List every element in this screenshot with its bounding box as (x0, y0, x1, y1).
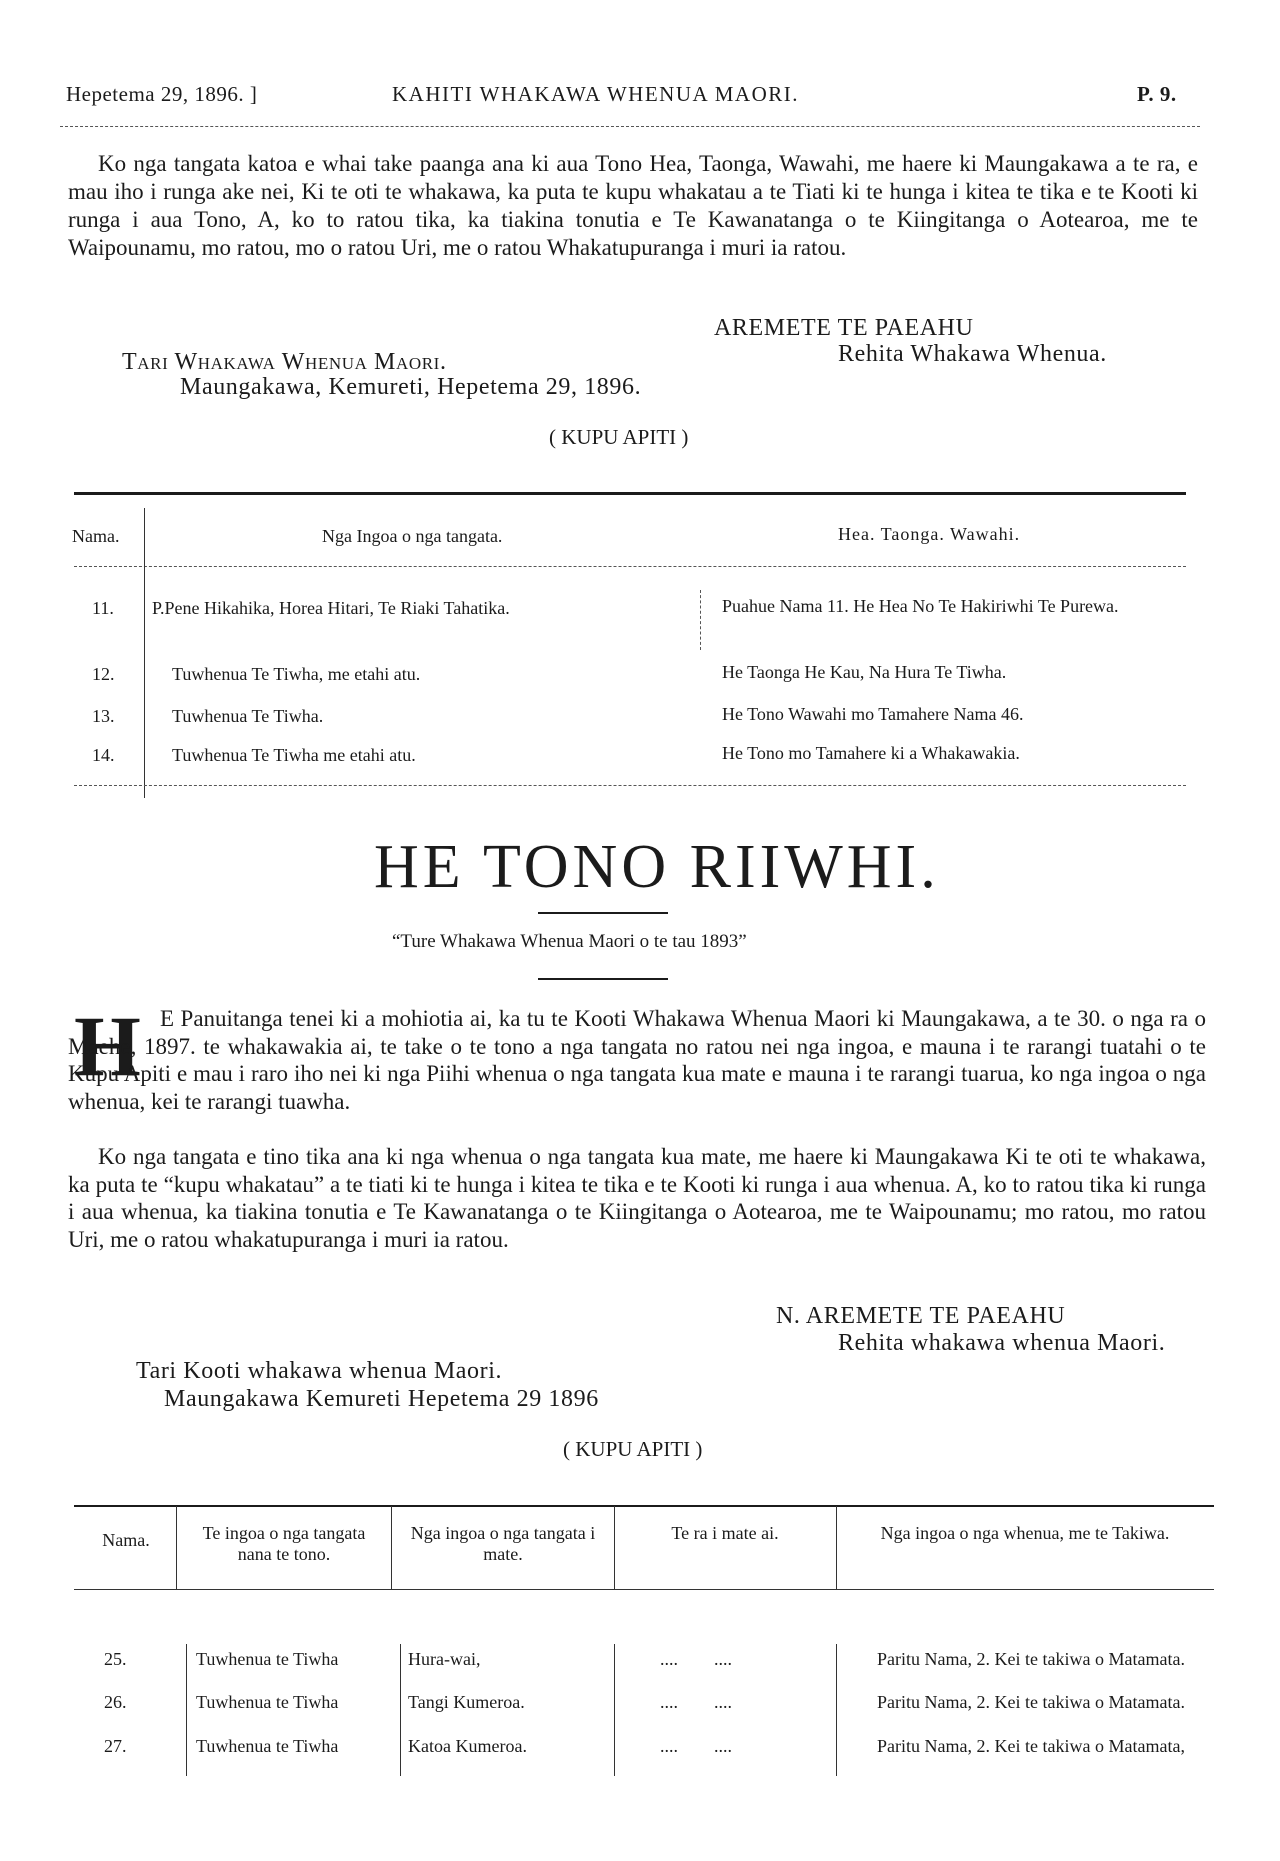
table2-row3-nama: 27. (104, 1736, 127, 1756)
table2-header-divider-3 (614, 1506, 615, 1589)
table2-row3-mate: Katoa Kumeroa. (408, 1736, 527, 1756)
table1-row2-ingoa: Tuwhenua Te Tiwha, me etahi atu. (172, 664, 421, 684)
section2-subtitle: “Ture Whakawa Whenua Maori o te tau 1893” (392, 931, 747, 952)
table1-row4-nama: 14. (92, 745, 115, 765)
header-title: KAHITI WHAKAWA WHENUA MAORI. (392, 82, 800, 106)
table2-header-nama: Nama. (102, 1530, 150, 1550)
table2-row1-whenua: Paritu Nama, 2. Kei te takiwa o Matamata. (877, 1649, 1185, 1669)
table1-header-rule (74, 566, 1186, 567)
table2-top-rule (74, 1505, 1214, 1507)
table2-header-whenua: Nga ingoa o nga whenua, me te Takiwa. (880, 1523, 1170, 1543)
table1-top-rule (74, 492, 1186, 495)
table1-header-nama: Nama. (72, 526, 120, 546)
header-rule (60, 126, 1200, 127)
table2-body-divider-3 (614, 1644, 615, 1776)
notice1-signatory-title: Rehita Whakawa Whenua. (838, 341, 1107, 367)
section2-dropcap: H (74, 998, 141, 1094)
section2-title: HE TONO RIIWHI. (374, 833, 940, 901)
table1-row3-nama: 13. (92, 706, 115, 726)
table2-header-tono: Te ingoa o nga tangata nana te tono. (202, 1523, 366, 1564)
table1-col-divider-2 (700, 590, 701, 650)
section2-signatory-title: Rehita whakawa whenua Maori. (838, 1330, 1166, 1356)
table2-row2-whenua: Paritu Nama, 2. Kei te takiwa o Matamata. (877, 1692, 1185, 1712)
table2-row2-mate: Tangi Kumeroa. (408, 1692, 525, 1712)
table1-row3-hea: He Tono Wawahi mo Tamahere Nama 46. (722, 704, 1024, 724)
table2-row3-whenua: Paritu Nama, 2. Kei te takiwa o Matamata, (877, 1736, 1185, 1756)
table2-row2-tono: Tuwhenua te Tiwha (196, 1692, 339, 1712)
table2-row3-tono: Tuwhenua te Tiwha (196, 1736, 339, 1756)
table2-row3-ra: .... .... (660, 1736, 732, 1756)
section2-para2: Ko nga tangata e tino tika ana ki nga whenua o nga tangata kua mate, me haere ki Maungakawa Ki te oti te whakawa, ka puta te “kupu whakatau” a te tiati ki te hunga i kitea te tika e te Kooti ki runga i aua whenua. A, ko to ratou tika ki runga i aua whenua, ka tiakina tonutia e Te Kawanatanga o te Kiingitanga o Aotearoa, me te Waipounamu; mo ratou, mo ratou Uri, me o ratou whakatupuranga i muri ia ratou. (68, 1144, 1206, 1252)
section2-kupu-apiti: ( KUPU APITI ) (563, 1437, 703, 1461)
table1-row4-hea: He Tono mo Tamahere ki a Whakawakia. (722, 743, 1020, 763)
table2-header-rule (74, 1589, 1214, 1590)
table1-header-hea: Hea. Taonga. Wawahi. (838, 524, 1021, 544)
section2-office: Tari Kooti whakawa whenua Maori. (136, 1358, 503, 1384)
section2-signatory-name: N. AREMETE TE PAEAHU (776, 1303, 1066, 1329)
table2-row1-ra: .... .... (660, 1649, 732, 1669)
header-date: Hepetema 29, 1896. ] (66, 82, 258, 106)
table1-row2-nama: 12. (92, 664, 115, 684)
table1-row1-hea: Puahue Nama 11. He Hea No Te Hakiriwhi Te Purewa. (722, 596, 1119, 616)
table1-row3-ingoa: Tuwhenua Te Tiwha. (172, 706, 324, 726)
table1-header-ingoa: Nga Ingoa o nga tangata. (322, 526, 503, 546)
header-page: P. 9. (1137, 82, 1177, 106)
table2-header-ra: Te ra i mate ai. (671, 1523, 779, 1543)
notice1-signatory-name: AREMETE TE PAEAHU (714, 315, 974, 341)
table1-row2-hea: He Taonga He Kau, Na Hura Te Tiwha. (722, 662, 1007, 682)
table2-header-divider-2 (391, 1506, 392, 1589)
table2-body-divider-2 (400, 1644, 401, 1776)
table2-header-mate: Nga ingoa o nga tangata i mate. (410, 1523, 596, 1564)
table2-row2-nama: 26. (104, 1692, 127, 1712)
table1-row4-ingoa: Tuwhenua Te Tiwha me etahi atu. (172, 745, 416, 765)
table1-col-divider-1 (144, 508, 145, 798)
table2-header-divider-4 (836, 1506, 837, 1589)
table1-row1-nama: 11. (92, 598, 114, 618)
notice1-kupu-apiti: ( KUPU APITI ) (549, 425, 689, 449)
notice1-office: Tari Whakawa Whenua Maori. (122, 349, 447, 375)
table2-row1-tono: Tuwhenua te Tiwha (196, 1649, 339, 1669)
notice1-place-date: Maungakawa, Kemureti, Hepetema 29, 1896. (180, 374, 642, 400)
table2-row1-nama: 25. (104, 1649, 127, 1669)
section2-place-date: Maungakawa Kemureti Hepetema 29 1896 (164, 1386, 599, 1412)
section2-subtitle-rule (538, 978, 668, 980)
table2-header-divider-1 (176, 1506, 177, 1589)
notice1-body: Ko nga tangata katoa e whai take paanga ana ki aua Tono Hea, Taonga, Wawahi, me haere ki Maungakawa a te ra, e mau iho i runga ake nei, Ki te oti te whakawa, ka puta te kupu whakatau a te Tiati ki te hunga i kitea te tika e te Kooti ki runga i aua Tono, A, ko to ratou tika, ka tiakina tonutia e Te Kawanatanga o te Kiingitanga o Aotearoa, me te Waipounamu, mo ratou, mo o ratou Uri, me o ratou Whakatupuranga i muri ia ratou. (68, 151, 1198, 260)
section2-para1: E Panuitanga tenei ki a mohiotia ai, ka tu te Kooti Whakawa Whenua Maori ki Maungakawa, a te 30. o nga ra o Maehe, 1897. te whakawakia ai, te take o te tono a nga tangata no ratou nei nga ingoa, e mauna i te rarangi tuatahi o te Kupu Apiti e mau i raro iho nei ki nga Piihi whenua o nga tangata kua mate e mauna i te rarangi tuarua, ko nga ingoa o nga whenua, kei te rarangi tuawha. (68, 1006, 1206, 1114)
table2-row1-mate: Hura-wai, (408, 1649, 481, 1669)
table2-row2-ra: .... .... (660, 1692, 732, 1712)
table2-body-divider-1 (186, 1644, 187, 1776)
table2-body-divider-4 (836, 1644, 837, 1776)
table1-bottom-rule (74, 785, 1186, 786)
section2-title-rule (538, 912, 668, 914)
table1-row1-ingoa: P.Pene Hikahika, Horea Hitari, Te Riaki Tahatika. (152, 598, 510, 618)
